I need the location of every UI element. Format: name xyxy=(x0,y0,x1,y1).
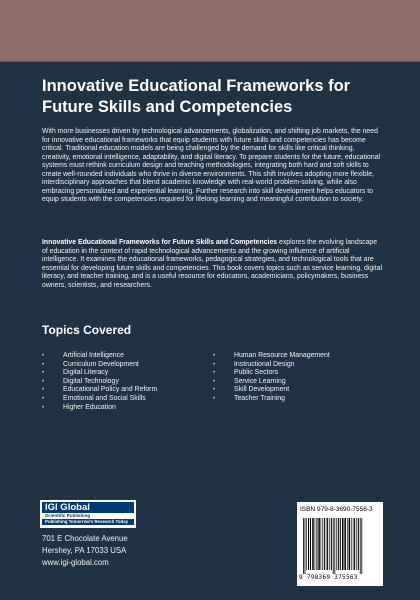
cover-color-band xyxy=(0,0,420,62)
topic-item xyxy=(42,386,157,395)
barcode-bar xyxy=(356,518,357,570)
barcode-bar xyxy=(306,518,307,570)
barcode-bar xyxy=(310,518,311,570)
description-paragraph-1: With more businesses driven by technological advancements, globalization, and shifting job markets, the need for innovative educational frameworks that equip students with future skills and competencies has become critical. Traditional education models are being challenged by the demand for skills like critical thinking, creativity, emotional intelligence, adaptability, and digital literacy. To prepare students for the future, educational systems must rethink curriculum design and teaching methodologies, integrating both hard and soft skills to create well-rounded individuals who thrive in diverse environments. This shift involves adopting more flexible, interdisciplinary approaches that blend academic knowledge with real-world problem-solving, while also embracing personalized and experiential learning. Further research into skill development helps educators to equip students with the competencies required for lifelong learning and meaningful contribution to society. xyxy=(42,128,381,204)
barcode-digits: 9 798369 375563 xyxy=(299,574,358,581)
topic-label: Digital Technology xyxy=(63,377,119,385)
barcode-bar xyxy=(312,518,314,570)
bullet-icon: • xyxy=(42,370,45,377)
bullet-icon: • xyxy=(213,395,216,402)
barcode-bar xyxy=(331,518,332,570)
bullet-icon: • xyxy=(42,395,45,402)
topic-item xyxy=(213,395,330,404)
bullet-icon: • xyxy=(42,353,45,359)
bullet-icon: • xyxy=(42,387,45,394)
barcode-bar xyxy=(351,518,352,570)
topic-label: Curriculum Development xyxy=(63,360,139,368)
topic-item xyxy=(42,369,157,378)
barcode-bar xyxy=(308,518,309,570)
barcode-bar xyxy=(360,518,361,574)
topic-label: Service Learning xyxy=(234,377,286,385)
isbn-number: ISBN 979-8-3690-7556-3 xyxy=(300,506,373,513)
bullet-icon: • xyxy=(42,378,45,385)
topic-label: Teacher Training xyxy=(234,394,285,402)
address-street: 701 E Chocolate Avenue xyxy=(42,534,128,543)
barcode-bar xyxy=(333,518,334,574)
barcode-bar xyxy=(354,518,355,570)
publisher-logo xyxy=(40,500,136,528)
topic-label: Instructional Design xyxy=(234,360,295,368)
barcode-bar xyxy=(322,518,323,570)
barcode-bar xyxy=(358,518,359,570)
topic-label: Digital Literacy xyxy=(63,369,109,377)
bullet-icon: • xyxy=(213,361,216,368)
barcode-bar xyxy=(305,518,306,574)
topics-heading: Topics Covered xyxy=(42,323,132,337)
topic-label: Emotional and Social Skills xyxy=(63,394,146,402)
publisher-website: www.igi-global.com xyxy=(42,558,109,567)
topic-item xyxy=(213,386,330,395)
barcode-bar xyxy=(347,518,348,570)
logo-tagline-2: Publishing Tomorrow's Research Today xyxy=(42,519,134,525)
barcode-bar xyxy=(321,518,322,570)
topic-item xyxy=(213,361,330,370)
barcode-bar xyxy=(326,518,327,570)
barcode-bar xyxy=(316,518,317,570)
topic-label: Public Sectors xyxy=(234,369,279,377)
description-paragraph-2 xyxy=(42,239,382,290)
barcode-bar xyxy=(303,518,304,574)
barcode-bar xyxy=(334,518,335,574)
topic-label: Artificial Intelligence xyxy=(63,352,124,359)
bullet-icon: • xyxy=(213,378,216,385)
logo-name: IGI Global xyxy=(42,502,134,513)
barcode-bar xyxy=(338,518,339,570)
barcode-bar xyxy=(315,518,316,570)
barcode-bar xyxy=(324,518,325,570)
publisher-address xyxy=(42,533,128,569)
topics-list-right xyxy=(213,352,330,404)
topics-list-left xyxy=(42,352,157,412)
barcode-bar xyxy=(327,518,328,570)
bullet-icon: • xyxy=(213,370,216,377)
barcode-bar xyxy=(340,518,341,570)
topic-item xyxy=(42,404,157,413)
topic-item xyxy=(213,352,330,361)
topic-item xyxy=(42,352,157,361)
barcode-bar xyxy=(329,518,330,570)
bullet-icon: • xyxy=(213,353,216,359)
topic-item xyxy=(42,361,157,370)
topic-item xyxy=(42,378,157,387)
logo-tagline-1: Scientific Publishing xyxy=(42,513,134,519)
barcode-icon xyxy=(303,518,377,574)
barcode-bar xyxy=(361,518,362,574)
topic-label: Human Resource Management xyxy=(234,352,330,359)
barcode-bar xyxy=(353,518,354,570)
barcode-bar xyxy=(318,518,320,570)
book-title: Innovative Educational Frameworks for Future Skills and Competencies xyxy=(42,77,351,116)
bullet-icon: • xyxy=(42,361,45,368)
topic-item xyxy=(213,369,330,378)
barcode-bar xyxy=(349,518,351,570)
isbn-barcode-box xyxy=(297,502,383,586)
barcode-bar xyxy=(344,518,346,570)
barcode-bar xyxy=(342,518,344,570)
address-city: Hershey, PA 17033 USA xyxy=(42,546,127,555)
topic-label: Higher Education xyxy=(63,403,116,411)
book-title-inline: Innovative Educational Frameworks for Future Skills and Competencies xyxy=(42,239,278,246)
topic-item xyxy=(213,378,330,387)
barcode-bar xyxy=(336,518,337,570)
description-paragraph-2-text: explores the evolving landscape of education in the context of rapid technological advancements and the growing influence of artificial intelligence. It examines the educational frameworks, pedagogical strategies, and technological tools that are essential for developing future skills and competencies. This book covers topics such as service learning, digital literacy, and teacher training, and is a useful resource for educators, academicians, policymakers, business owners, scientists, and researchers. xyxy=(42,239,382,289)
topic-label: Educational Policy and Reform xyxy=(63,386,158,394)
bullet-icon: • xyxy=(42,404,45,411)
topic-item xyxy=(42,395,157,404)
topic-label: Skill Development xyxy=(234,386,290,394)
bullet-icon: • xyxy=(213,387,216,394)
